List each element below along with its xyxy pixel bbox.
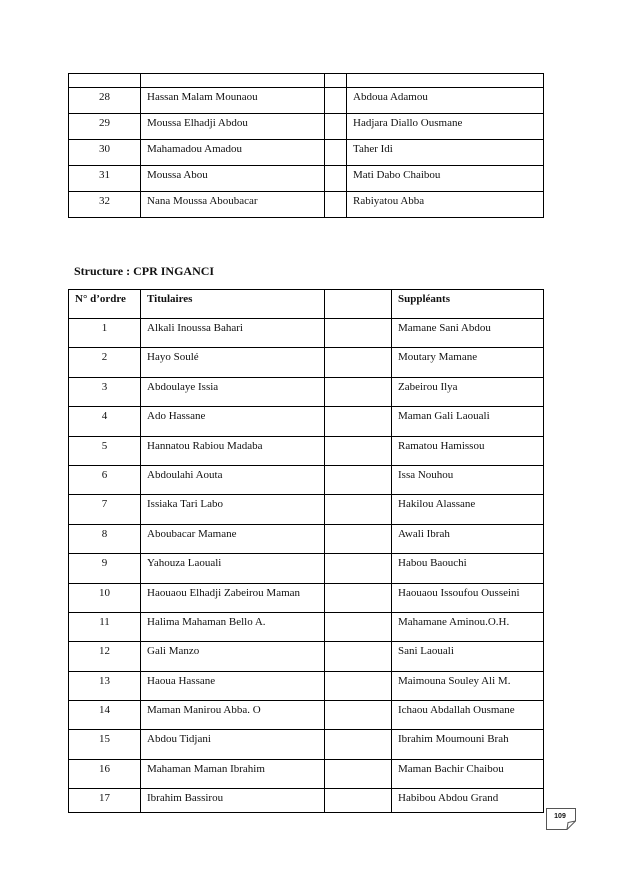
order-number-cell: 17 [69, 789, 141, 813]
titulaire-cell: Abdou Tidjani [141, 730, 325, 759]
order-number-cell: 7 [69, 495, 141, 524]
page-number: 109 [554, 813, 566, 820]
table-cell [325, 671, 392, 700]
table-cell [325, 377, 392, 406]
table-cell [325, 495, 392, 524]
suppleant-cell: Maman Gali Laouali [392, 407, 544, 436]
suppleant-cell: Mamane Sani Abdou [392, 319, 544, 348]
order-number-cell: 29 [69, 114, 141, 140]
table-row [69, 166, 544, 192]
order-number-cell: 6 [69, 465, 141, 494]
suppleant-cell: Ibrahim Moumouni Brah [392, 730, 544, 759]
titulaire-cell: Haoua Hassane [141, 671, 325, 700]
table-cell [325, 436, 392, 465]
order-number-cell: 10 [69, 583, 141, 612]
order-number-cell: 4 [69, 407, 141, 436]
table-cell [325, 290, 392, 319]
order-number-cell: 14 [69, 701, 141, 730]
titulaire-cell: Hayo Soulé [141, 348, 325, 377]
titulaire-cell: Nana Moussa Aboubacar [141, 192, 325, 218]
order-number-cell: 11 [69, 612, 141, 641]
table-cell [325, 759, 392, 788]
suppleant-cell: Taher Idi [347, 140, 544, 166]
titulaire-cell: Hannatou Rabiou Madaba [141, 436, 325, 465]
suppleant-cell: Sani Laouali [392, 642, 544, 671]
order-number-cell: 31 [69, 166, 141, 192]
order-number-cell: 15 [69, 730, 141, 759]
table-row [69, 671, 544, 700]
table-row [69, 759, 544, 788]
table-cell [325, 524, 392, 553]
order-number-cell: 5 [69, 436, 141, 465]
table-row [69, 348, 544, 377]
order-number-cell: 1 [69, 319, 141, 348]
suppleant-cell: Maman Bachir Chaibou [392, 759, 544, 788]
table-header-row [69, 74, 544, 88]
suppleant-cell: Mati Dabo Chaibou [347, 166, 544, 192]
titulaire-cell: Mahamadou Amadou [141, 140, 325, 166]
titulaire-cell: Haouaou Elhadji Zabeirou Maman [141, 583, 325, 612]
table-row [69, 554, 544, 583]
table-row [69, 319, 544, 348]
table-row [69, 377, 544, 406]
table-cell [325, 642, 392, 671]
suppleant-cell: Ichaou Abdallah Ousmane [392, 701, 544, 730]
titulaire-cell: Moussa Elhadji Abdou [141, 114, 325, 140]
suppleant-cell: Rabiyatou Abba [347, 192, 544, 218]
table-row [69, 407, 544, 436]
table-row [69, 495, 544, 524]
titulaire-cell: Gali Manzo [141, 642, 325, 671]
table-row [69, 612, 544, 641]
suppleant-cell: Habou Baouchi [392, 554, 544, 583]
titulaire-cell: Ado Hassane [141, 407, 325, 436]
page-number-badge [546, 808, 576, 830]
titulaire-cell: Moussa Abou [141, 166, 325, 192]
order-number-cell: 12 [69, 642, 141, 671]
suppleant-cell: Mahamane Aminou.O.H. [392, 612, 544, 641]
table-row [69, 524, 544, 553]
titulaire-cell: Issiaka Tari Labo [141, 495, 325, 524]
table-cell [325, 192, 347, 218]
order-number-cell: 32 [69, 192, 141, 218]
table-cell [325, 166, 347, 192]
table-row [69, 140, 544, 166]
titulaire-cell: Hassan Malam Mounaou [141, 88, 325, 114]
table-row [69, 701, 544, 730]
suppleant-cell: Hakilou Alassane [392, 495, 544, 524]
table-cell [347, 74, 544, 88]
table-header-row [69, 290, 544, 319]
suppleant-cell: Abdoua Adamou [347, 88, 544, 114]
suppleant-cell: Haouaou Issoufou Ousseini [392, 583, 544, 612]
table-row [69, 88, 544, 114]
titulaire-cell: Abdoulaye Issia [141, 377, 325, 406]
table-row [69, 583, 544, 612]
order-number-cell: 28 [69, 88, 141, 114]
order-number-cell: 8 [69, 524, 141, 553]
table-row [69, 436, 544, 465]
table-row [69, 192, 544, 218]
table-cell [69, 74, 141, 88]
table-cell [325, 554, 392, 583]
order-number-cell: 13 [69, 671, 141, 700]
suppleant-cell: Moutary Mamane [392, 348, 544, 377]
table-cell [325, 114, 347, 140]
order-number-cell: 30 [69, 140, 141, 166]
table-cell [325, 74, 347, 88]
table-cell [325, 140, 347, 166]
suppleant-cell: Ramatou Hamissou [392, 436, 544, 465]
table-cell [325, 348, 392, 377]
members-table-continued [68, 73, 544, 218]
header-order-number: N° d’ordre [69, 290, 141, 319]
suppleant-cell: Maimouna Souley Ali M. [392, 671, 544, 700]
order-number-cell: 3 [69, 377, 141, 406]
titulaire-cell: Abdoulahi Aouta [141, 465, 325, 494]
members-table-cpr-inganci [68, 289, 544, 813]
suppleant-cell: Awali Ibrah [392, 524, 544, 553]
header-suppleants: Suppléants [392, 290, 544, 319]
titulaire-cell: Maman Manirou Abba. O [141, 701, 325, 730]
table-cell [325, 319, 392, 348]
table-cell [325, 465, 392, 494]
titulaire-cell: Mahaman Maman Ibrahim [141, 759, 325, 788]
order-number-cell: 9 [69, 554, 141, 583]
table-row [69, 789, 544, 813]
suppleant-cell: Issa Nouhou [392, 465, 544, 494]
table-row [69, 730, 544, 759]
table-row [69, 114, 544, 140]
suppleant-cell: Zabeirou Ilya [392, 377, 544, 406]
table-cell [325, 789, 392, 813]
titulaire-cell: Yahouza Laouali [141, 554, 325, 583]
titulaire-cell: Ibrahim Bassirou [141, 789, 325, 813]
order-number-cell: 16 [69, 759, 141, 788]
table-cell [325, 730, 392, 759]
table-cell [325, 583, 392, 612]
table-cell [325, 88, 347, 114]
order-number-cell: 2 [69, 348, 141, 377]
table-row [69, 642, 544, 671]
table-row [69, 465, 544, 494]
header-titulaires: Titulaires [141, 290, 325, 319]
table-cell [325, 701, 392, 730]
suppleant-cell: Habibou Abdou Grand [392, 789, 544, 813]
table-cell [325, 612, 392, 641]
suppleant-cell: Hadjara Diallo Ousmane [347, 114, 544, 140]
titulaire-cell: Aboubacar Mamane [141, 524, 325, 553]
table-cell [141, 74, 325, 88]
titulaire-cell: Alkali Inoussa Bahari [141, 319, 325, 348]
structure-heading: Structure : CPR INGANCI [74, 264, 215, 278]
titulaire-cell: Halima Mahaman Bello A. [141, 612, 325, 641]
table-cell [325, 407, 392, 436]
